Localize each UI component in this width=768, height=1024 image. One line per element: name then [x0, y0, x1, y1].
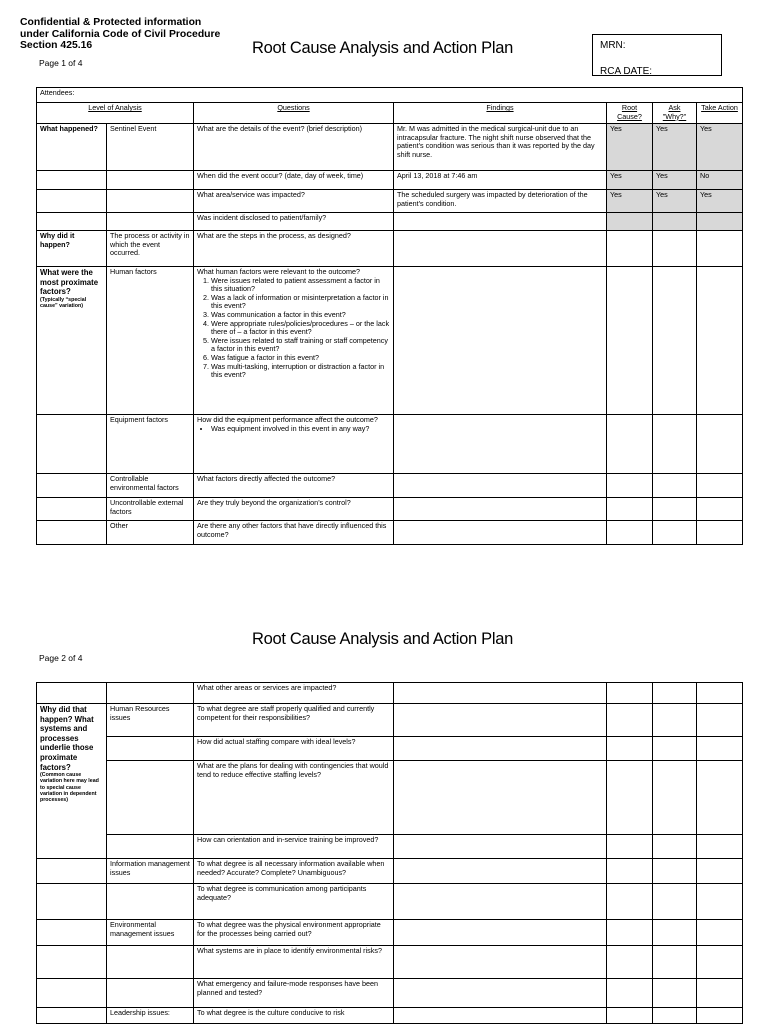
systems-label: Why did that happen? What systems and processes underlie those proximate factors?: [40, 705, 94, 772]
question-cell: What area/service was impacted?: [194, 190, 394, 213]
root-cause-cell: Yes: [607, 171, 653, 190]
question-cell: How can orientation and in-service training be improved?: [194, 835, 394, 859]
root-cause-cell: [607, 1008, 653, 1024]
empty-cell: [37, 683, 107, 704]
confidential-line: Section 425.16: [20, 40, 93, 51]
take-action-cell: No: [697, 171, 743, 190]
ask-why-cell: [653, 761, 697, 835]
take-action-cell: [697, 1008, 743, 1024]
empty-cell: [37, 171, 107, 190]
finding-cell: [394, 213, 607, 231]
take-action-cell: [697, 683, 743, 704]
question-cell: To what degree is communication among participants adequate?: [194, 884, 394, 920]
root-cause-cell: [607, 474, 653, 498]
take-action-cell: [697, 737, 743, 761]
level-why-did-it-happen: Why did it happen?: [37, 231, 107, 267]
finding-cell: The scheduled surgery was impacted by deterioration of the patient’s condition.: [394, 190, 607, 213]
ask-why-cell: [653, 1008, 697, 1024]
root-cause-cell: [607, 761, 653, 835]
ask-why-cell: Yes: [653, 190, 697, 213]
page-number: Page 1 of 4: [39, 58, 83, 68]
root-cause-cell: [607, 704, 653, 737]
finding-cell: [394, 946, 607, 979]
proximate-label: What were the most proximate factors?: [40, 268, 99, 297]
ask-why-cell: [653, 704, 697, 737]
finding-cell: [394, 231, 607, 267]
equipment-question: How did the equipment performance affect the outcome?: [197, 415, 378, 424]
question-cell: To what degree is all necessary information available when needed? Accurate? Complete? Unambiguous?: [194, 859, 394, 884]
confidential-line: Confidential & Protected information: [20, 17, 202, 28]
empty-cell: [107, 835, 194, 859]
take-action-cell: [697, 761, 743, 835]
header-ask-why: Ask "Why?": [653, 103, 697, 124]
root-cause-cell: [607, 521, 653, 545]
human-factors-label: Human factors: [107, 267, 194, 415]
empty-cell: [37, 521, 107, 545]
ask-why-cell: [653, 946, 697, 979]
mrn-label: MRN:: [600, 40, 626, 51]
leadership-issues-label: Leadership issues:: [107, 1008, 194, 1024]
question-cell: What other areas or services are impacted?: [194, 683, 394, 704]
finding-cell: [394, 1008, 607, 1024]
ask-why-cell: [653, 415, 697, 474]
root-cause-cell: [607, 859, 653, 884]
question-cell: What systems are in place to identify environmental risks?: [194, 946, 394, 979]
root-cause-cell: [607, 683, 653, 704]
empty-cell: [37, 920, 107, 946]
finding-cell: [394, 835, 607, 859]
root-cause-cell: [607, 835, 653, 859]
question-cell: What are the plans for dealing with contingencies that would tend to reduce effective staffing levels?: [194, 761, 394, 835]
ask-why-cell: [653, 474, 697, 498]
empty-cell: [37, 474, 107, 498]
attendees-label: Attendees:: [37, 88, 743, 103]
ask-why-cell: [653, 737, 697, 761]
empty-cell: [37, 884, 107, 920]
header-take-action: Take Action: [697, 103, 743, 124]
question-cell: Are there any other factors that have directly influenced this outcome?: [194, 521, 394, 545]
equipment-bullets: [197, 425, 390, 434]
ask-why-cell: Yes: [653, 171, 697, 190]
rca-table-page1: [36, 87, 743, 545]
process-label: The process or activity in which the event occurred.: [107, 231, 194, 267]
take-action-cell: [697, 920, 743, 946]
empty-cell: [107, 884, 194, 920]
level-what-happened: What happened?: [37, 124, 107, 171]
page-title: Root Cause Analysis and Action Plan: [252, 630, 514, 648]
empty-cell: [107, 213, 194, 231]
take-action-cell: [697, 979, 743, 1008]
question-cell: To what degree is the culture conducive to risk: [194, 1008, 394, 1024]
root-cause-cell: [607, 267, 653, 415]
finding-cell: Mr. M was admitted in the medical surgical-unit due to an intracapsular fracture. The night shift nurse observed that the patient’s condition was serious than it was reported by the day shift nurse.: [394, 124, 607, 171]
take-action-cell: [697, 884, 743, 920]
page-title: Root Cause Analysis and Action Plan: [252, 39, 514, 57]
list-item: 4. Were appropriate rules/policies/procedures – or the lack there of – a factor in this event?: [211, 320, 390, 337]
root-cause-cell: [607, 498, 653, 521]
root-cause-cell: Yes: [607, 124, 653, 171]
question-cell: What emergency and failure-mode responses have been planned and tested?: [194, 979, 394, 1008]
list-item: 2. Was a lack of information or misinterpretation a factor in this event?: [211, 294, 390, 311]
ask-why-cell: [653, 835, 697, 859]
equipment-factors-label: Equipment factors: [107, 415, 194, 474]
root-cause-cell: [607, 737, 653, 761]
level-proximate-factors: [37, 267, 107, 415]
header-findings: Findings: [394, 103, 607, 124]
question-cell: To what degree was the physical environment appropriate for the processes being carried out?: [194, 920, 394, 946]
take-action-cell: [697, 474, 743, 498]
header-level-of-analysis: Level of Analysis: [37, 103, 194, 124]
ask-why-cell: [653, 213, 697, 231]
root-cause-cell: [607, 884, 653, 920]
root-cause-cell: [607, 920, 653, 946]
uncontrollable-factors-label: Uncontrollable external factors: [107, 498, 194, 521]
root-cause-cell: [607, 213, 653, 231]
ask-why-cell: [653, 231, 697, 267]
ask-why-cell: [653, 979, 697, 1008]
level-underlying-systems: [37, 704, 107, 859]
sentinel-event-label: Sentinel Event: [107, 124, 194, 171]
ask-why-cell: [653, 267, 697, 415]
empty-cell: [107, 190, 194, 213]
list-item: 5. Were issues related to staff training or staff competency a factor in this event?: [211, 337, 390, 354]
ask-why-cell: [653, 920, 697, 946]
take-action-cell: [697, 859, 743, 884]
finding-cell: [394, 683, 607, 704]
empty-cell: [37, 979, 107, 1008]
root-cause-cell: [607, 979, 653, 1008]
finding-cell: [394, 979, 607, 1008]
question-cell: [194, 267, 394, 415]
finding-cell: [394, 521, 607, 545]
question-cell: When did the event occur? (date, day of week, time): [194, 171, 394, 190]
root-cause-cell: Yes: [607, 190, 653, 213]
finding-cell: April 13, 2018 at 7:46 am: [394, 171, 607, 190]
question-cell: Was incident disclosed to patient/family?: [194, 213, 394, 231]
ask-why-cell: [653, 498, 697, 521]
list-item: 1. Were issues related to patient assessment a factor in this situation?: [211, 277, 390, 294]
empty-cell: [37, 498, 107, 521]
finding-cell: [394, 859, 607, 884]
finding-cell: [394, 415, 607, 474]
finding-cell: [394, 704, 607, 737]
root-cause-cell: [607, 946, 653, 979]
take-action-cell: Yes: [697, 190, 743, 213]
root-cause-cell: [607, 231, 653, 267]
header-questions: Questions: [194, 103, 394, 124]
empty-cell: [107, 946, 194, 979]
take-action-cell: [697, 267, 743, 415]
finding-cell: [394, 761, 607, 835]
finding-cell: [394, 267, 607, 415]
info-issues-label: Information management issues: [107, 859, 194, 884]
other-factors-label: Other: [107, 521, 194, 545]
empty-cell: [37, 859, 107, 884]
empty-cell: [37, 213, 107, 231]
finding-cell: [394, 920, 607, 946]
finding-cell: [394, 498, 607, 521]
ask-why-cell: [653, 859, 697, 884]
empty-cell: [37, 190, 107, 213]
empty-cell: [37, 415, 107, 474]
finding-cell: [394, 737, 607, 761]
take-action-cell: [697, 521, 743, 545]
take-action-cell: Yes: [697, 124, 743, 171]
empty-cell: [107, 171, 194, 190]
rca-date-label: RCA DATE:: [600, 66, 653, 77]
question-cell: What factors directly affected the outcome?: [194, 474, 394, 498]
empty-cell: [37, 946, 107, 979]
mrn-box: [592, 34, 722, 76]
question-cell: Are they truly beyond the organization’s control?: [194, 498, 394, 521]
take-action-cell: [697, 946, 743, 979]
empty-cell: [107, 737, 194, 761]
finding-cell: [394, 474, 607, 498]
take-action-cell: [697, 231, 743, 267]
question-cell: What are the steps in the process, as designed?: [194, 231, 394, 267]
ask-why-cell: [653, 884, 697, 920]
env-issues-label: Environmental management issues: [107, 920, 194, 946]
hr-issues-label: Human Resources issues: [107, 704, 194, 737]
ask-why-cell: [653, 683, 697, 704]
question-cell: [194, 415, 394, 474]
rca-table-page2: [36, 682, 743, 1024]
controllable-factors-label: Controllable environmental factors: [107, 474, 194, 498]
systems-note: (Common cause variation here may lead to special cause variation in dependent processes): [40, 772, 99, 803]
take-action-cell: [697, 704, 743, 737]
confidentiality-notice: [20, 17, 220, 52]
take-action-cell: [697, 835, 743, 859]
human-factors-list: [197, 277, 390, 380]
list-item: 6. Was fatigue a factor in this event?: [211, 354, 390, 363]
take-action-cell: [697, 213, 743, 231]
list-item: • Was equipment involved in this event in any way?: [211, 425, 390, 434]
empty-cell: [107, 979, 194, 1008]
take-action-cell: [697, 498, 743, 521]
confidential-line: under California Code of Civil Procedure: [20, 28, 221, 40]
ask-why-cell: Yes: [653, 124, 697, 171]
list-item: 7. Was multi-tasking, interruption or distraction a factor in this event?: [211, 363, 390, 380]
header-root-cause: Root Cause?: [607, 103, 653, 124]
empty-cell: [37, 1008, 107, 1024]
empty-cell: [107, 761, 194, 835]
list-item: 3. Was communication a factor in this event?: [211, 311, 390, 320]
question-cell: What are the details of the event? (brief description): [194, 124, 394, 171]
question-cell: To what degree are staff properly qualified and currently competent for their responsibilities?: [194, 704, 394, 737]
human-factors-intro: What human factors were relevant to the outcome?: [197, 267, 360, 276]
ask-why-cell: [653, 521, 697, 545]
proximate-note: (Typically “special cause” variation): [40, 296, 87, 309]
take-action-cell: [697, 415, 743, 474]
page-number: Page 2 of 4: [39, 653, 83, 663]
question-cell: How did actual staffing compare with ideal levels?: [194, 737, 394, 761]
finding-cell: [394, 884, 607, 920]
root-cause-cell: [607, 415, 653, 474]
empty-cell: [107, 683, 194, 704]
